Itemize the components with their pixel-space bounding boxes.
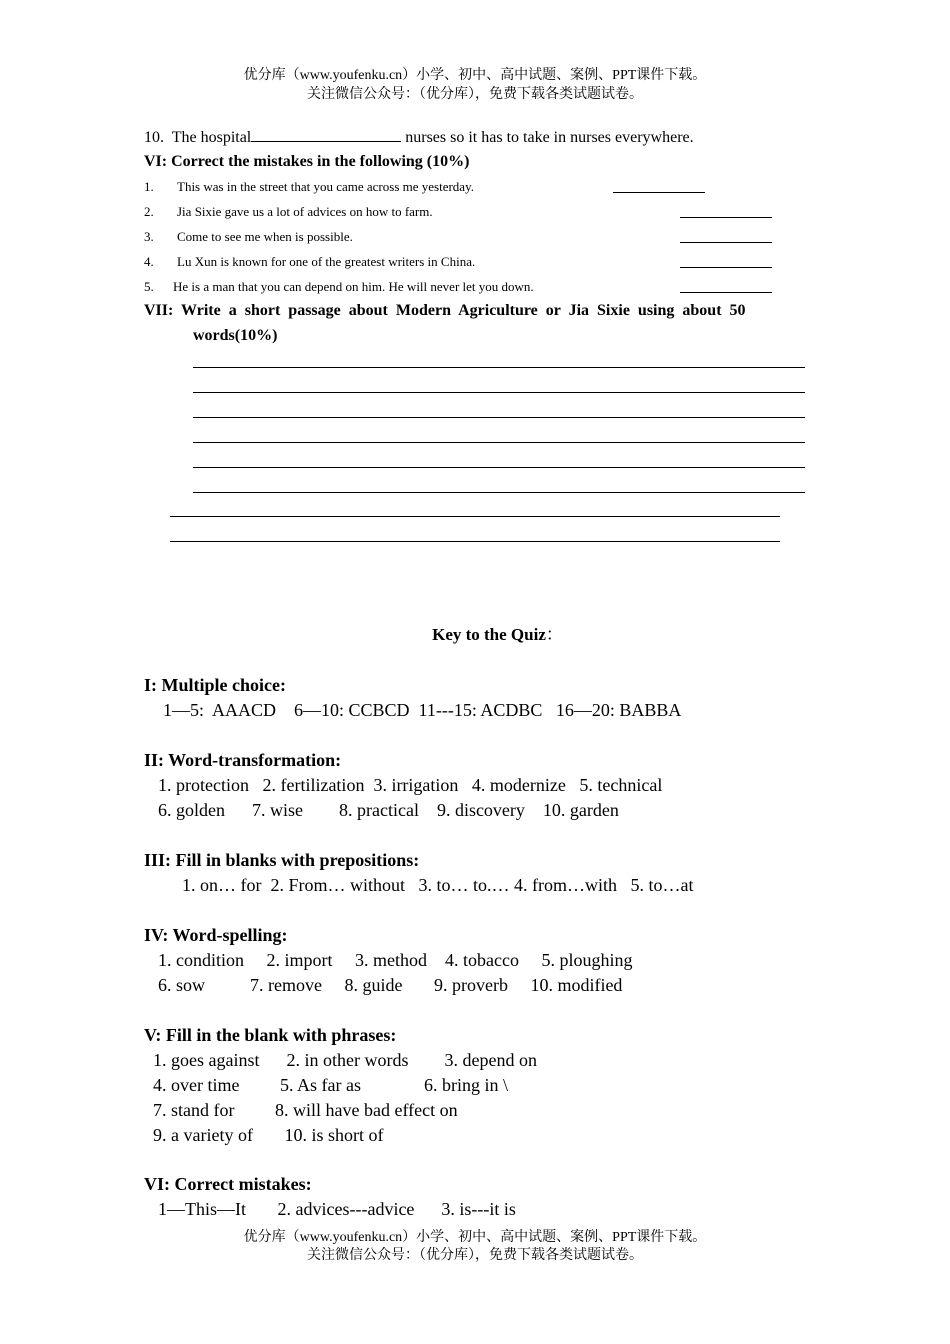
key-section-1-title: I: Multiple choice:: [144, 675, 286, 695]
key-answer-line: 1. goes against 2. in other words 3. depend on: [153, 1050, 537, 1070]
key-title-colon: ：: [545, 625, 563, 644]
key-answer-line: 1. on… for 2. From… without 3. to… to.… 4. from…with 5. to…at: [182, 875, 694, 895]
section-7-title-cont: words(10%): [193, 327, 278, 344]
question-10: [144, 127, 694, 148]
item-number: 2.: [144, 204, 154, 219]
item-number: 3.: [144, 229, 154, 244]
section-7-title: VII: Write a short passage about Modern Agriculture or Jia Sixie using about 50: [144, 302, 746, 319]
header-line-2: 关注微信公众号：（优分库），免费下载各类试题试卷。: [307, 87, 643, 102]
writing-line: [193, 367, 805, 368]
key-answer-line: 1. condition 2. import 3. method 4. tobacco 5. ploughing: [158, 950, 633, 970]
writing-line: [193, 417, 805, 418]
item-number: 1.: [144, 179, 154, 194]
writing-line: [170, 541, 780, 542]
key-title: [0, 624, 950, 646]
writing-line: [193, 442, 805, 443]
sentence-text: Come to see me when is possible.: [177, 229, 353, 244]
section-6-title: VI: Correct the mistakes in the following (10%): [144, 153, 470, 170]
key-section-2-title: II: Word-transformation:: [144, 750, 342, 770]
writing-line: [193, 392, 805, 393]
key-answer-line: 9. a variety of 10. is short of: [153, 1125, 384, 1145]
list-item: [144, 179, 154, 195]
key-title-text: Key to the Quiz: [432, 625, 546, 644]
answer-blank: [251, 127, 401, 142]
key-section-6-title: VI: Correct mistakes:: [144, 1174, 312, 1194]
sentence-text: Lu Xun is known for one of the greatest writers in China.: [177, 254, 476, 269]
footer-line-1: 优分库（www.youfenku.cn）小学、初中、高中试题、案例、PPT课件下载。: [243, 1230, 707, 1245]
list-item: [144, 204, 154, 220]
item-number: 4.: [144, 254, 154, 269]
key-answer-line: 1. protection 2. fertilization 3. irrigation 4. modernize 5. technical: [158, 775, 663, 795]
sentence-text: He is a man that you can depend on him. He will never let you down.: [173, 279, 534, 294]
key-answer-line: 4. over time 5. As far as 6. bring in \: [153, 1075, 508, 1095]
sentence-text: Jia Sixie gave us a lot of advices on how to farm.: [177, 204, 433, 219]
key-answer-line: 1—5: AAACD 6—10: CCBCD 11---15: ACDBC 16—20: BABBA: [163, 700, 682, 720]
answer-blank: [613, 192, 705, 193]
answer-blank: [680, 292, 772, 293]
footer-line-2: 关注微信公众号：（优分库），免费下载各类试题试卷。: [307, 1248, 643, 1263]
writing-line: [193, 492, 805, 493]
key-answer-line: 6. golden 7. wise 8. practical 9. discovery 10. garden: [158, 800, 619, 820]
key-section-4-title: IV: Word-spelling:: [144, 925, 288, 945]
key-answer-line: 1—This—It 2. advices---advice 3. is---it is: [158, 1199, 516, 1219]
key-section-5-title: V: Fill in the blank with phrases:: [144, 1025, 397, 1045]
question-10-suffix: nurses so it has to take in nurses everywhere.: [401, 129, 694, 146]
header-line-1: 优分库（www.youfenku.cn）小学、初中、高中试题、案例、PPT课件下载。: [243, 68, 707, 83]
list-item: [144, 229, 154, 245]
key-answer-line: 6. sow 7. remove 8. guide 9. proverb 10. modified: [158, 975, 623, 995]
key-section-3-title: III: Fill in blanks with prepositions:: [144, 850, 420, 870]
writing-line: [170, 516, 780, 517]
sentence-text: This was in the street that you came across me yesterday.: [177, 179, 474, 194]
list-item: [144, 279, 154, 295]
answer-blank: [680, 217, 772, 218]
list-item: [144, 254, 154, 270]
key-answer-line: 7. stand for 8. will have bad effect on: [153, 1100, 458, 1120]
question-10-prefix: 10. The hospital: [144, 129, 252, 146]
answer-blank: [680, 267, 772, 268]
writing-line: [193, 467, 805, 468]
answer-blank: [680, 242, 772, 243]
item-number: 5.: [144, 279, 154, 294]
